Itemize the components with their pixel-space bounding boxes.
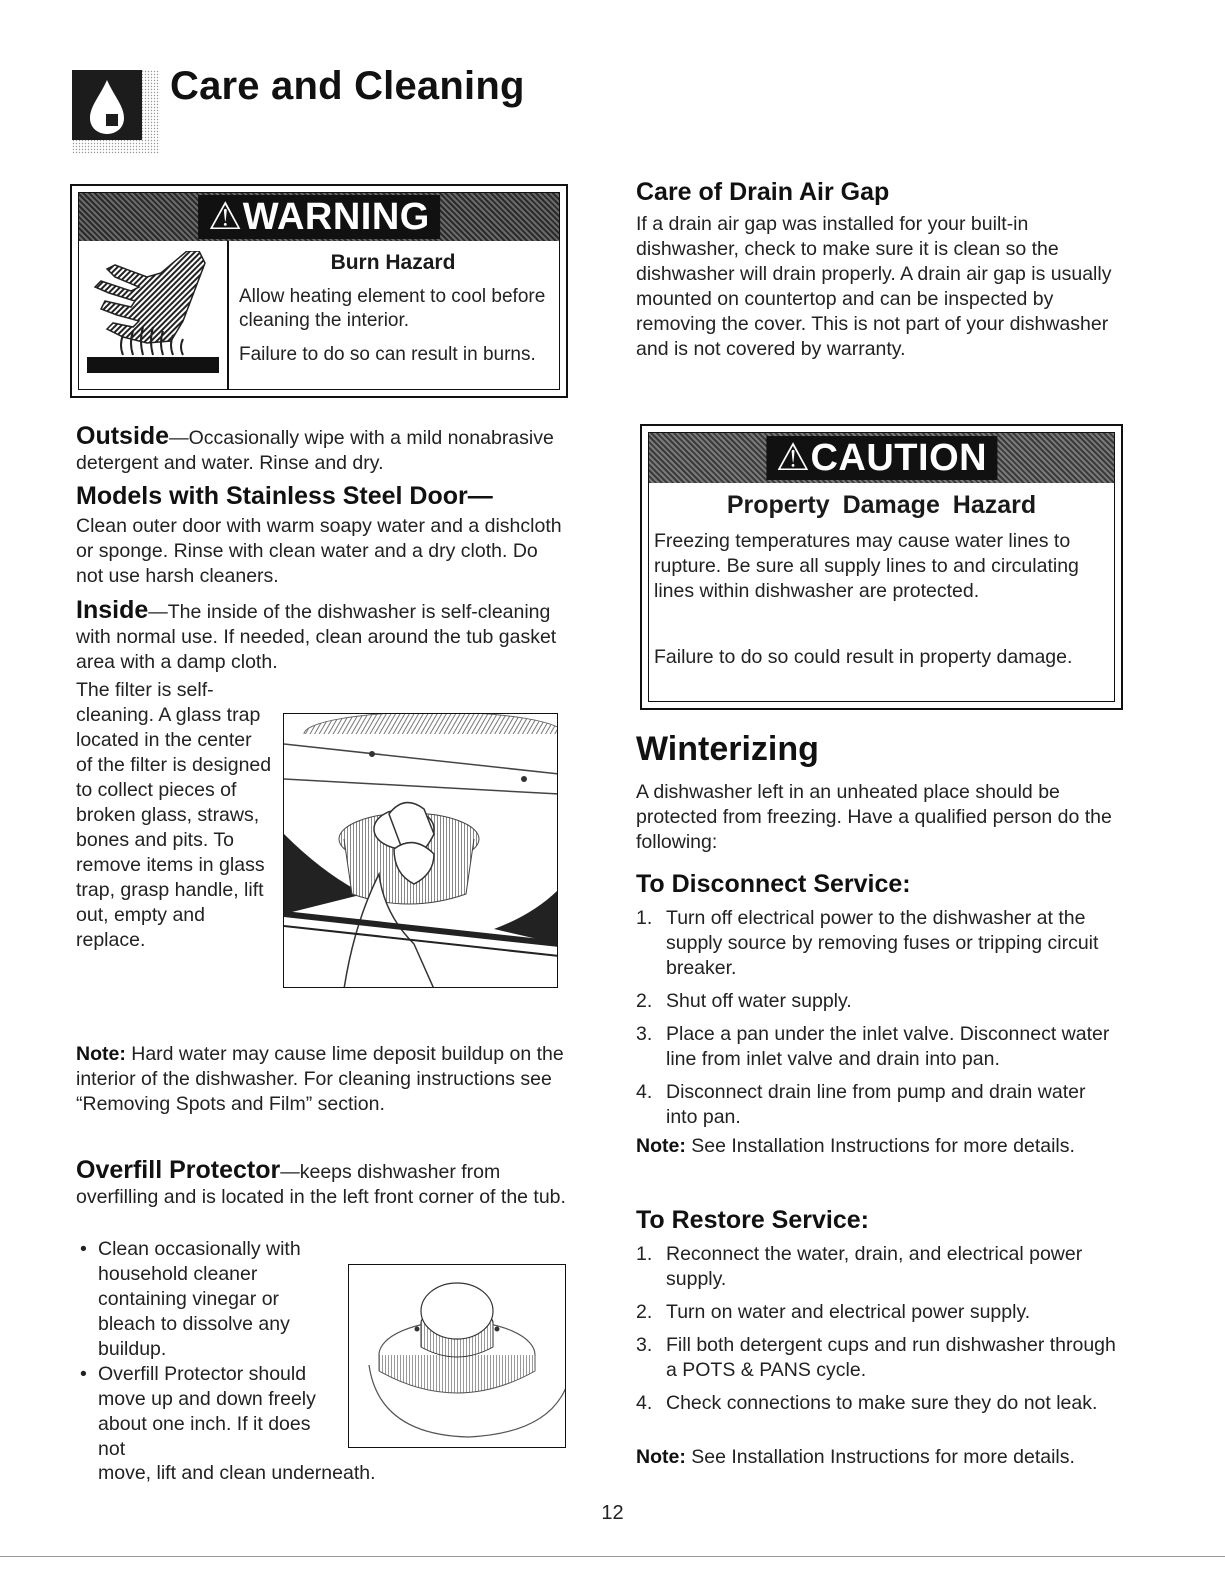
step-text: Turn off electrical power to the dishwasher at the supply source by removing fuses or tripping circuit breaker. (666, 907, 1099, 979)
list-item (636, 1242, 1116, 1292)
outside-heading: Outside (76, 422, 170, 450)
page-number: 12 (601, 1502, 624, 1524)
inside-text: —The inside of the dishwasher is self-cleaning with normal use. If needed, clean around the tub gasket area with a damp cloth. (76, 601, 557, 673)
stainless-text: Clean outer door with warm soapy water and a dishcloth or sponge. Rinse with clean water and a dry cloth. Do not use harsh cleaners. (76, 515, 562, 587)
hard-water-note (76, 1042, 566, 1117)
list-item (636, 989, 1116, 1014)
note-label: Note: (636, 1446, 686, 1468)
note-text: See Installation Instructions for more details. (685, 1135, 1075, 1157)
list-item (636, 906, 1116, 981)
warning-label: ⚠WARNING (198, 195, 440, 239)
note-label: Note: (76, 1043, 126, 1065)
filter-text: The filter is self-cleaning. A glass trap located in the center of the filter is designed to collect pieces of broken glass, straws, bones and pits. To remove items in glass trap, grasp handle, lift out, empty and replace. (76, 679, 272, 951)
caution-title: Property Damage Hazard (726, 491, 1037, 519)
step-number: 4. (636, 1392, 653, 1414)
warning-title: Burn Hazard (330, 251, 456, 274)
warning-text-2: Failure to do so can result in burns. (239, 344, 536, 365)
warning-box (70, 184, 568, 398)
restore-heading: To Restore Service: (636, 1206, 869, 1234)
stainless-heading: Models with Stainless Steel Door— (76, 482, 493, 510)
air-gap-text: If a drain air gap was installed for your built-in dishwasher, check to make sure it is clean so the dishwasher will drain properly. A drain air gap is usually mounted on countertop and can be inspected by removing the cover. This is not part of your dishwasher and is not covered by warranty. (636, 213, 1112, 360)
restore-note (636, 1445, 1116, 1470)
bottom-rule (0, 1556, 1225, 1557)
step-number: 4. (636, 1081, 653, 1103)
caution-box (640, 424, 1123, 710)
caution-banner (649, 433, 1114, 483)
list-item (636, 1300, 1116, 1325)
step-number: 3. (636, 1023, 653, 1045)
air-gap-heading: Care of Drain Air Gap (636, 178, 890, 206)
step-number: 1. (636, 907, 653, 929)
step-text: Place a pan under the inlet valve. Disconnect water line from inlet valve and drain into pan. (666, 1023, 1110, 1070)
page-title: Care and Cleaning (170, 64, 525, 108)
caution-text-1: Freezing temperatures may cause water lines to rupture. Be sure all supply lines to and circulating lines within dishwasher are protected. (654, 530, 1079, 602)
list-item (636, 1080, 1116, 1130)
list-item (636, 1022, 1116, 1072)
overfill-text: —keeps dishwasher from overfilling and is located in the left front corner of the tub. (76, 1161, 566, 1208)
warning-banner (79, 193, 559, 241)
disconnect-heading: To Disconnect Service: (636, 870, 911, 898)
step-text: Turn on water and electrical power supply. (666, 1301, 1031, 1323)
step-text: Shut off water supply. (666, 990, 852, 1012)
overfill-bullet-tail: move, lift and clean underneath. (98, 1462, 376, 1484)
step-number: 2. (636, 990, 653, 1012)
note-text: See Installation Instructions for more details. (685, 1446, 1075, 1468)
winterizing-heading: Winterizing (636, 730, 819, 768)
step-text: Check connections to make sure they do not leak. (666, 1392, 1098, 1414)
inside-heading: Inside (76, 596, 149, 624)
list-item (636, 1391, 1116, 1416)
step-number: 2. (636, 1301, 653, 1323)
list-item (636, 1333, 1116, 1383)
overfill-protector-illustration (348, 1264, 566, 1448)
list-item: • Overfill Protector should move up and down freely about one inch. If it does not (76, 1362, 338, 1462)
overfill-heading: Overfill Protector (76, 1156, 281, 1184)
water-drop-icon (72, 70, 160, 154)
step-text: Reconnect the water, drain, and electrical power supply. (666, 1243, 1083, 1290)
inside-section (76, 598, 566, 675)
note-label: Note: (636, 1135, 686, 1157)
note-text: Hard water may cause lime deposit buildup on the interior of the dishwasher. For cleaning instructions see “Removing Spots and Film” section. (76, 1043, 564, 1115)
overfill-bullets (76, 1237, 338, 1462)
caution-text-2: Failure to do so could result in property damage. (654, 646, 1073, 668)
winterizing-text: A dishwasher left in an unheated place should be protected from freezing. Have a qualified person do the following: (636, 781, 1112, 853)
burn-hazard-icon (87, 251, 219, 385)
step-number: 3. (636, 1334, 653, 1356)
warning-text-1: Allow heating element to cool before cleaning the interior. (239, 286, 546, 331)
caution-label: ⚠CAUTION (766, 436, 997, 480)
overfill-section (76, 1158, 566, 1210)
step-number: 1. (636, 1243, 653, 1265)
outside-section (76, 424, 566, 476)
step-text: Disconnect drain line from pump and drain water into pan. (666, 1081, 1086, 1128)
glass-trap-illustration (283, 713, 558, 988)
list-item: • Clean occasionally with household cleaner containing vinegar or bleach to dissolve any buildup. (76, 1237, 338, 1362)
disconnect-steps (636, 906, 1116, 1138)
outside-text: —Occasionally wipe with a mild nonabrasive detergent and water. Rinse and dry. (76, 427, 554, 474)
step-text: Fill both detergent cups and run dishwasher through a POTS & PANS cycle. (666, 1334, 1116, 1381)
disconnect-note (636, 1134, 1116, 1159)
restore-steps (636, 1242, 1116, 1424)
